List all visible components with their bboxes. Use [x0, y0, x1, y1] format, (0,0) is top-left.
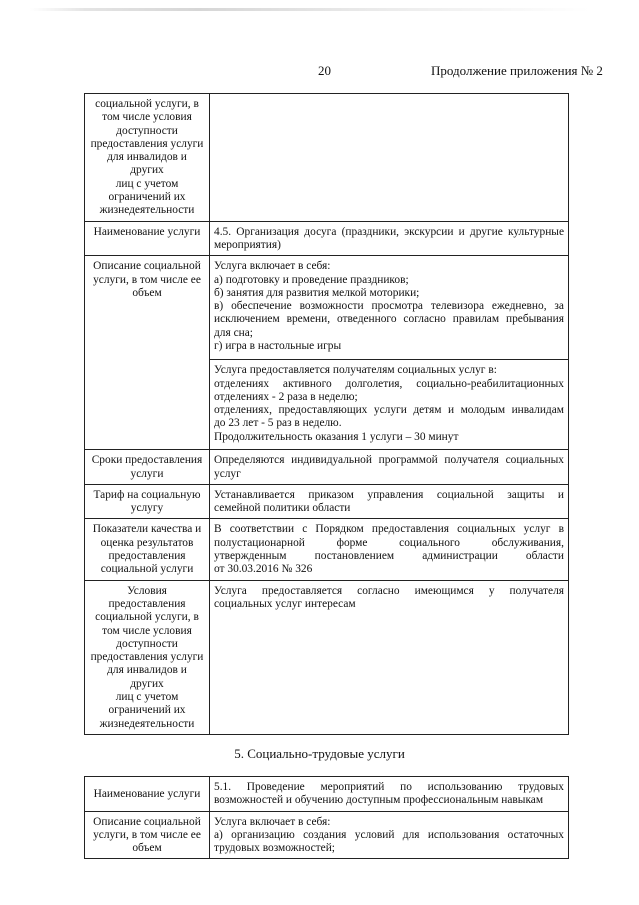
service-name-value: 5.1. Проведение мероприятий по использованию трудовых возможностей и обучению доступным профессиональным навыкам: [210, 777, 569, 812]
table-row: [85, 777, 569, 812]
section-heading: 5. Социально-трудовые услуги: [234, 746, 405, 761]
description-label: Описание социальной услуги, в том числе ее объем: [85, 256, 210, 450]
table-row: [85, 221, 569, 256]
table-row: [85, 811, 569, 859]
appendix-continuation: Продолжение приложения № 2: [431, 63, 603, 78]
table-row: [85, 94, 569, 222]
table-row: [85, 450, 569, 485]
quality-label: Показатели качества и оценка результатов предоставления социальной услуги: [85, 519, 210, 580]
description-value: Услуга включает в себя: а) организацию создания условий для использования остаточных трудовых возможностей;: [210, 811, 569, 859]
tariff-value: Устанавливается приказом управления социальной защиты и семейной политики области: [210, 484, 569, 519]
table-row: [85, 580, 569, 734]
page-number: 20: [318, 63, 331, 78]
description-value-frequency: Услуга предоставляется получателям социальных услуг в: отделениях активного долголетия, социально-реабилитационных отделениях - 2 раза в неделю; отделениях, предоставляющих услуги детям и молодым инвалидам до 23 лет - 5 раз в неделю. Продолжительность оказания 1 услуги – 30 минут: [210, 360, 569, 450]
conditions-label-continued: социальной услуги, в том числе условия доступности предоставления услуги для инвалидов и других лиц с учетом ограничений их жизнедеятельности: [85, 94, 210, 222]
service-name-label: Наименование услуги: [85, 221, 210, 256]
service-table-4-5: [84, 93, 569, 735]
terms-label: Сроки предоставления услуги: [85, 450, 210, 485]
table-row: [85, 519, 569, 580]
tariff-label: Тариф на социальную услугу: [85, 484, 210, 519]
conditions-label: Условия предоставления социальной услуги, в том числе условия доступности предоставления услуги для инвалидов и других лиц с учетом ограничений их жизнедеятельности: [85, 580, 210, 734]
conditions-value-continued: [210, 94, 569, 222]
quality-value: В соответствии с Порядком предоставления социальных услуг в полустационарной форме социального обслуживания, утвержденным постановлением администрации области от 30.03.2016 № 326: [210, 519, 569, 580]
description-value-contents: Услуга включает в себя: а) подготовку и проведение праздников; б) занятия для развития мелкой моторики; в) обеспечение возможности просмотра телевизора ежедневно, за исключением времени, отведенного согласно правилам пребывания для сна; г) игра в настольные игры: [210, 256, 569, 360]
service-table-5-1: [84, 776, 569, 859]
description-label: Описание социальной услуги, в том числе ее объем: [85, 811, 210, 859]
scan-artifact: [30, 8, 590, 11]
service-name-label: Наименование услуги: [85, 777, 210, 812]
table-row: [85, 484, 569, 519]
table-row: [85, 256, 569, 360]
terms-value: Определяются индивидуальной программой получателя социальных услуг: [210, 450, 569, 485]
service-name-value: 4.5. Организация досуга (праздники, экскурсии и другие культурные мероприятия): [210, 221, 569, 256]
conditions-value: Услуга предоставляется согласно имеющимся у получателя социальных услуг интересам: [210, 580, 569, 734]
